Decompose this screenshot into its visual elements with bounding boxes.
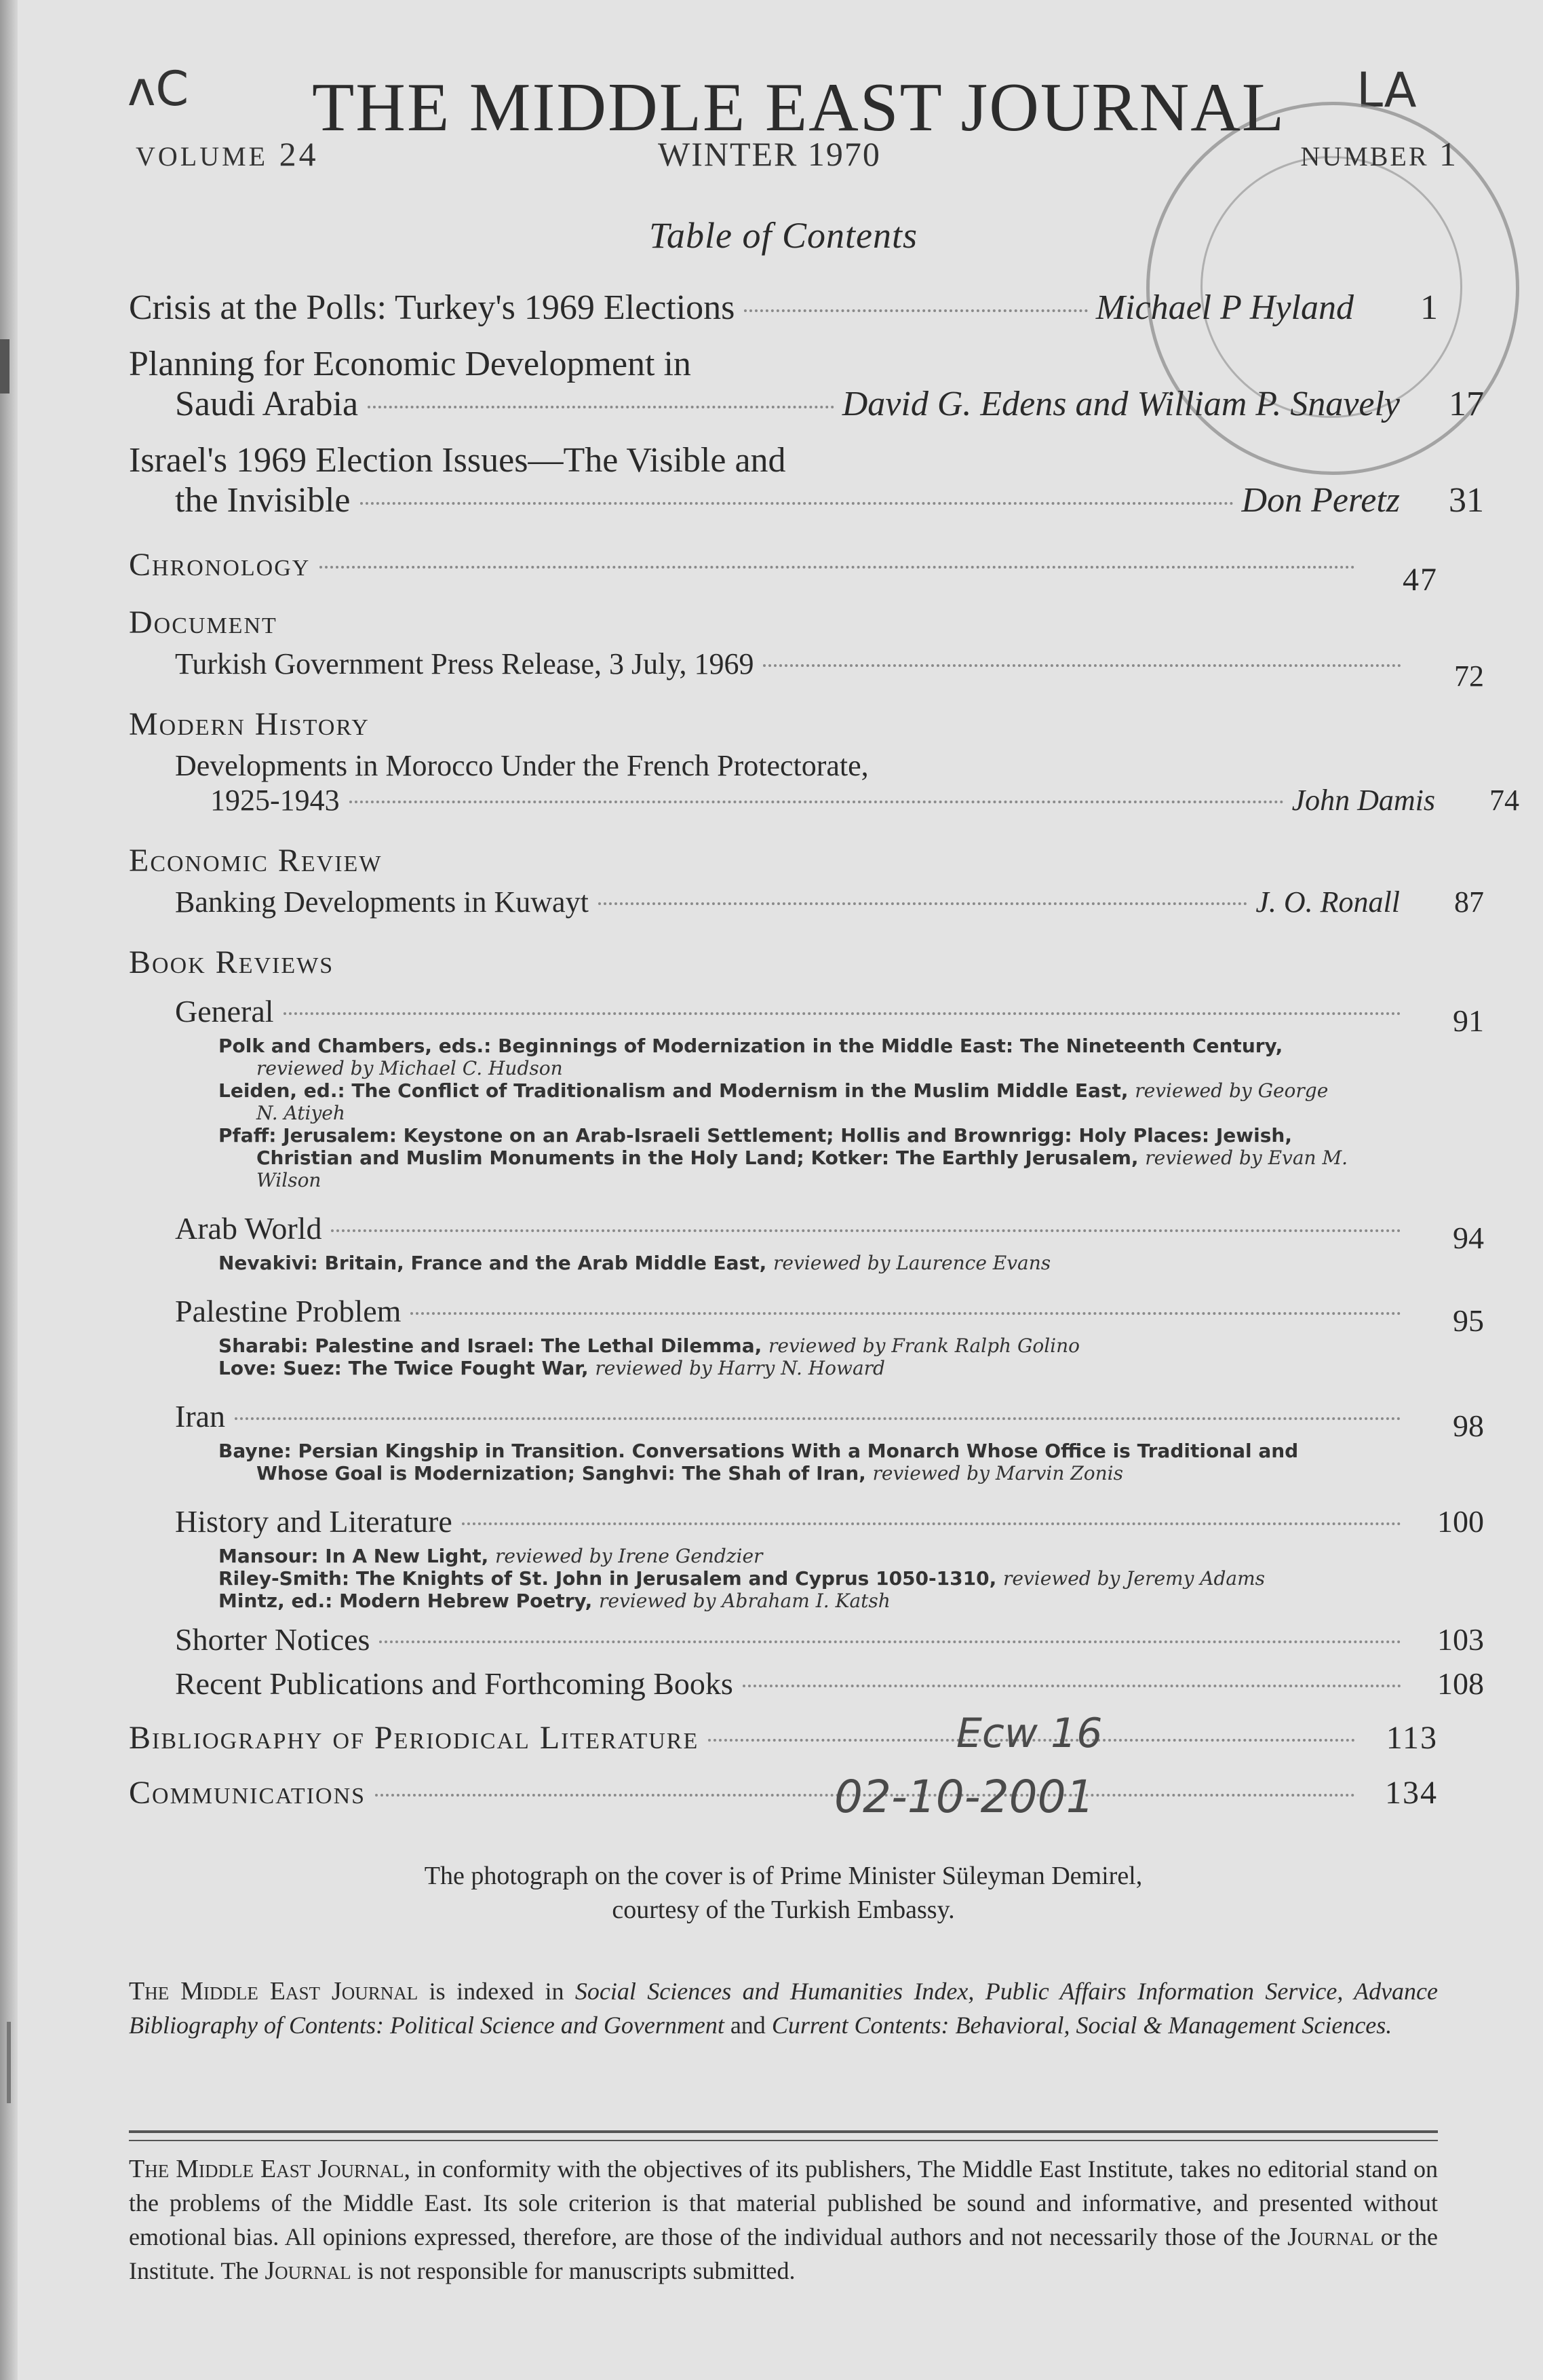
review-list	[129, 1545, 1438, 1612]
toc-entries	[129, 271, 1519, 1811]
cover-note: The photograph on the cover is of Prime Minister Süleyman Demirel, courtesy of the Turkish Embassy.	[424, 1862, 1143, 1924]
dot-leader	[743, 1684, 1401, 1687]
review-list	[129, 1335, 1438, 1379]
article-title-cont: the Invisible	[175, 481, 351, 520]
divider	[129, 2140, 1438, 2141]
page-number: 94	[1453, 1221, 1484, 1255]
recent-publications: Recent Publications and Forthcoming Books 108	[175, 1666, 1484, 1701]
handwritten-date: 02-10-2001	[834, 1771, 1095, 1823]
book-review-category: Palestine Problem 95	[175, 1294, 1484, 1338]
page-number: 100	[1437, 1504, 1484, 1539]
review-list	[129, 1035, 1438, 1191]
book-review-category: Iran 98	[175, 1399, 1484, 1443]
page-number: 87	[1454, 885, 1484, 919]
dot-leader	[235, 1417, 1401, 1420]
dot-leader	[410, 1311, 1401, 1315]
section-economic-review-heading: Economic Review	[129, 843, 383, 879]
article-author: Michael P Hyland	[1095, 288, 1354, 327]
section-modern-history-heading: Modern History	[129, 706, 370, 742]
divider	[129, 2130, 1438, 2133]
modern-history-title: Developments in Morocco Under the French Protectorate,	[175, 749, 869, 782]
shorter-notices: Shorter Notices 103	[175, 1622, 1484, 1657]
review-entry: Sharabi: Palestine and Israel: The Lethal Dilemma, reviewed by Frank Ralph Golino	[218, 1335, 1080, 1357]
page-number: 108	[1437, 1666, 1484, 1701]
dot-leader	[462, 1522, 1401, 1525]
dot-leader	[331, 1229, 1401, 1232]
dot-leader	[360, 501, 1234, 505]
article-author: Don Peretz	[1241, 481, 1400, 520]
number-label: NUMBER 1	[1300, 135, 1458, 173]
section-document-heading: Document	[129, 604, 277, 640]
section-communications: Communications 134	[129, 1775, 1438, 1811]
issue-info	[129, 134, 1458, 189]
page-number: 113	[1386, 1720, 1438, 1756]
toc-article	[129, 440, 1484, 520]
article-title-cont: Saudi Arabia	[175, 385, 359, 423]
journal-title: THE MIDDLE EAST JOURNAL	[312, 69, 1286, 146]
review-entry: Riley-Smith: The Knights of St. John in Jerusalem and Cyprus 1050-1310, reviewed by Jeremy Adams	[218, 1567, 1266, 1590]
economic-review-item: Banking Developments in Kuwayt J. O. Ronall 87	[175, 885, 1484, 919]
page-number: 72	[1454, 659, 1484, 693]
dot-leader	[379, 1640, 1401, 1643]
article-title: Israel's 1969 Election Issues—The Visible and	[129, 441, 786, 480]
page-number: 98	[1453, 1408, 1484, 1443]
article-author: David G. Edens and William P. Snavely	[842, 385, 1400, 423]
book-review-category: Arab World 94	[175, 1211, 1484, 1255]
review-list	[129, 1252, 1438, 1274]
article-author: J. O. Ronall	[1255, 885, 1400, 919]
review-entry: Bayne: Persian Kingship in Transition. Conversations With a Monarch Whose Office is Traditional and Whose Goal is Modernization; Sanghvi: The Shah of Iran, reviewed by Marvin Zonis	[218, 1440, 1299, 1484]
dot-leader	[319, 565, 1355, 569]
section-bibliography: Bibliography of Periodical Literature 113	[129, 1720, 1438, 1756]
review-entry: Nevakivi: Britain, France and the Arab Middle East, reviewed by Laurence Evans	[218, 1252, 1051, 1274]
document-item: Turkish Government Press Release, 3 July, 1969 72	[175, 647, 1484, 693]
section-chronology: Chronology 47	[129, 547, 1438, 598]
page-number: 17	[1449, 385, 1484, 423]
book-review-category: History and Literature 100	[175, 1504, 1484, 1539]
review-entry: Leiden, ed.: The Conflict of Traditionalism and Modernism in the Muslim Middle East, reviewed by George N. Atiyeh	[218, 1079, 1329, 1124]
review-entry: Love: Suez: The Twice Fought War, reviewed by Harry N. Howard	[218, 1357, 885, 1379]
review-entry: Mintz, ed.: Modern Hebrew Poetry, reviewed by Abraham I. Katsh	[218, 1590, 891, 1612]
gutter-mark	[0, 339, 9, 394]
page-number: 91	[1453, 1003, 1484, 1038]
dot-leader	[598, 902, 1248, 905]
toc-article	[129, 288, 1438, 328]
toc-article	[129, 344, 1484, 424]
review-entry: Pfaff: Jerusalem: Keystone on an Arab-Israeli Settlement; Hollis and Brownrigg: Holy Places: Jewish, Christian and Muslim Monuments in the Holy Land; Kotker: The Earthly Jerusalem, reviewed by Evan M. Wilson	[218, 1124, 1348, 1191]
gutter-mark	[7, 2022, 11, 2103]
review-entry: Mansour: In A New Light, reviewed by Irene Gendzier	[218, 1545, 763, 1567]
dot-leader	[744, 309, 1087, 312]
editorial-policy: The Middle East Journal, in conformity with the objectives of its publishers, The Middle East Institute, takes no editorial stand on the problems of the Middle East. Its sole criterion is that material published be sound and informative, and presented without emotional bias. All opinions expressed, therefore, are those of the individual authors and not necessarily those of the Journal or the Institute. The Journal is not responsible for manuscripts submitted.	[129, 2155, 1439, 2285]
book-review-category: General 91	[175, 994, 1484, 1038]
page-number: 1	[1420, 288, 1438, 327]
article-title: Planning for Economic Development in	[129, 345, 691, 383]
margin-note-left: ᴧC	[128, 61, 189, 117]
page-number: 31	[1449, 481, 1484, 520]
review-list	[129, 1440, 1438, 1484]
page-number: 103	[1437, 1622, 1484, 1657]
article-title: Crisis at the Polls: Turkey's 1969 Elections	[129, 288, 735, 327]
page-number: 95	[1453, 1303, 1484, 1338]
dot-leader	[349, 800, 1284, 803]
dot-leader	[368, 405, 834, 408]
margin-note-right: LA	[1356, 62, 1417, 118]
issue-season: WINTER 1970	[658, 135, 881, 173]
dot-leader	[763, 664, 1401, 667]
handwritten-registration-number: Ecw 16	[956, 1710, 1103, 1757]
article-author: John Damis	[1291, 784, 1435, 817]
modern-history-item: 1925-1943 John Damis 74	[210, 784, 1519, 817]
review-entry: Polk and Chambers, eds.: Beginnings of Modernization in the Middle East: The Nineteenth Century, reviewed by Michael C. Hudson	[218, 1035, 1283, 1079]
dot-leader	[284, 1012, 1401, 1015]
volume-label: VOLUME 24	[136, 135, 319, 173]
toc-heading: Table of Contents	[648, 215, 918, 256]
section-book-reviews-heading: Book Reviews	[129, 944, 334, 980]
page-number: 74	[1489, 784, 1519, 817]
page-number: 47	[1403, 562, 1438, 598]
page-number: 134	[1385, 1775, 1438, 1811]
indexing-note: The Middle East Journal is indexed in Social Sciences and Humanities Index, Public Affairs Information Service, Advance Bibliography of Contents: Political Science and Government and Current Contents: Behavioral, Social & Management Sciences.	[129, 1977, 1439, 2039]
